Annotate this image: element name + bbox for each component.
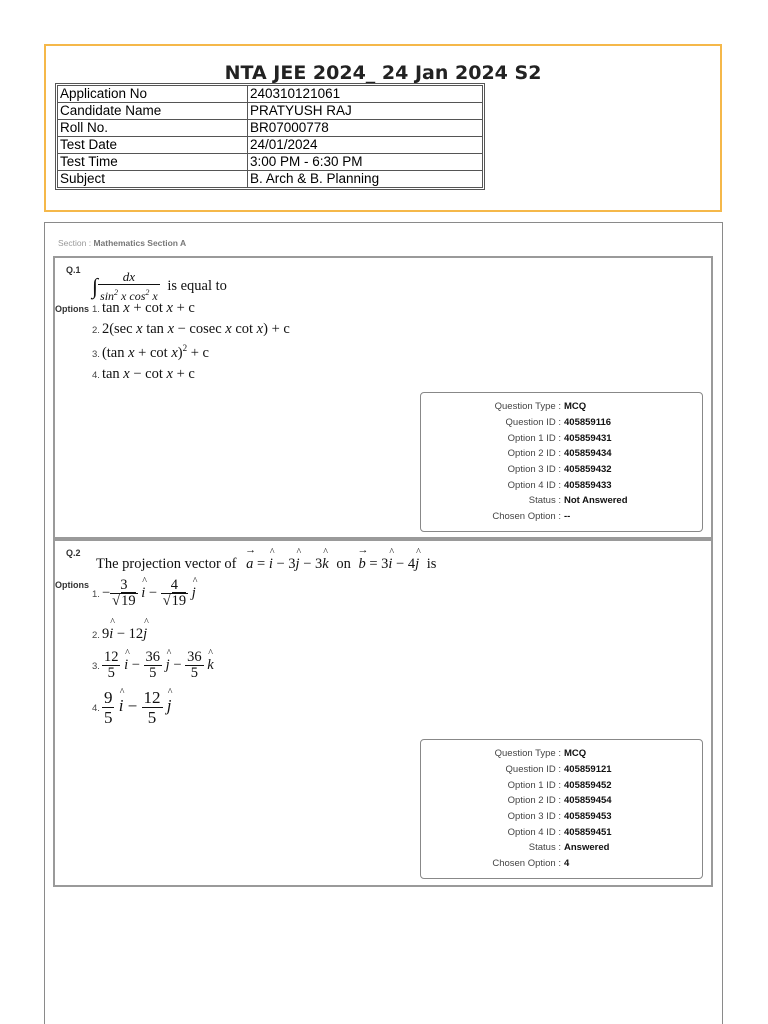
meta-row: Option 3 ID : 405859453 bbox=[507, 811, 612, 822]
page-title: NTA JEE 2024_ 24 Jan 2024 S2 bbox=[224, 62, 542, 84]
info-value: 24/01/2024 bbox=[248, 137, 483, 154]
meta-row: Option 2 ID : 405859454 bbox=[507, 795, 612, 806]
meta-row: Question Type : MCQ bbox=[494, 748, 587, 759]
meta-row: Chosen Option : 4 bbox=[492, 858, 570, 869]
meta-row: Status : Not Answered bbox=[528, 495, 628, 506]
table-row bbox=[58, 86, 483, 103]
info-label: Subject bbox=[58, 171, 248, 188]
candidate-info-table bbox=[57, 85, 483, 188]
option-4: 4. tan x − cot x + c bbox=[92, 366, 195, 382]
question-meta-box bbox=[420, 739, 703, 879]
option-2: 2. 2(sec x tan x − cosec x cot x) + c bbox=[92, 321, 290, 337]
question-number: Q.1 bbox=[66, 265, 81, 275]
option-1: 1. tan x + cot x + c bbox=[92, 300, 195, 316]
info-value: B. Arch & B. Planning bbox=[248, 171, 483, 188]
meta-row: Question ID : 405859121 bbox=[505, 764, 612, 775]
options-label: Options bbox=[55, 580, 89, 590]
meta-row: Option 1 ID : 405859452 bbox=[507, 780, 612, 791]
meta-row: Option 3 ID : 405859432 bbox=[507, 464, 612, 475]
option-2: 2. 9^ i − 12^ j bbox=[92, 626, 147, 643]
question-text-suffix: is equal to bbox=[167, 277, 227, 294]
info-label: Roll No. bbox=[58, 120, 248, 137]
option-4: 4. $\frac{9}{5}$ ^ i − $\frac{12}{5}$ ^ j bbox=[92, 688, 172, 727]
question-number: Q.2 bbox=[66, 548, 81, 558]
options-label: Options bbox=[55, 304, 89, 314]
table-row bbox=[58, 154, 483, 171]
meta-row: Option 4 ID : 405859433 bbox=[507, 480, 612, 491]
meta-row: Option 4 ID : 405859451 bbox=[507, 827, 612, 838]
question-2-text: The projection vector of → a = ^ i − 3^ j − 3^ k on → b = 3^ i − 4^ j is bbox=[96, 556, 436, 573]
table-row bbox=[58, 137, 483, 154]
question-1-text: ∫ $\frac{dx}{\sin^2 x \cos^2 x}$ is equal to bbox=[92, 269, 227, 303]
question-meta-box bbox=[420, 392, 703, 532]
candidate-info-card bbox=[44, 44, 722, 212]
info-label: Application No bbox=[58, 86, 248, 103]
option-1: 1. − $\frac{3}{√19}$ ^ i − $\frac{4}{√19}$ ^ j bbox=[92, 578, 196, 609]
info-value: BR07000778 bbox=[248, 120, 483, 137]
info-label: Test Time bbox=[58, 154, 248, 171]
info-label: Test Date bbox=[58, 137, 248, 154]
meta-row: Chosen Option : -- bbox=[492, 511, 571, 522]
meta-row: Question Type : MCQ bbox=[494, 401, 587, 412]
table-row bbox=[58, 171, 483, 188]
option-3: 3. $\frac{12}{5}$ ^ i − $\frac{36}{5}$ ^ j − $\frac{36}{5}$ ^ k bbox=[92, 650, 214, 681]
question-text-prefix: The projection vector of bbox=[96, 556, 237, 572]
table-row bbox=[58, 120, 483, 137]
info-value: 240310121061 bbox=[248, 86, 483, 103]
meta-row: Status : Answered bbox=[528, 842, 610, 853]
table-row bbox=[58, 103, 483, 120]
info-label: Candidate Name bbox=[58, 103, 248, 120]
info-value: PRATYUSH RAJ bbox=[248, 103, 483, 120]
meta-row: Option 2 ID : 405859434 bbox=[507, 448, 612, 459]
meta-row: Question ID : 405859116 bbox=[505, 417, 612, 428]
info-value: 3:00 PM - 6:30 PM bbox=[248, 154, 483, 171]
meta-row: Option 1 ID : 405859431 bbox=[507, 433, 612, 444]
section-label: Section : Mathematics Section A bbox=[58, 238, 187, 248]
option-3: 3. (tan x + cot x)$^2$ + c bbox=[92, 343, 209, 361]
